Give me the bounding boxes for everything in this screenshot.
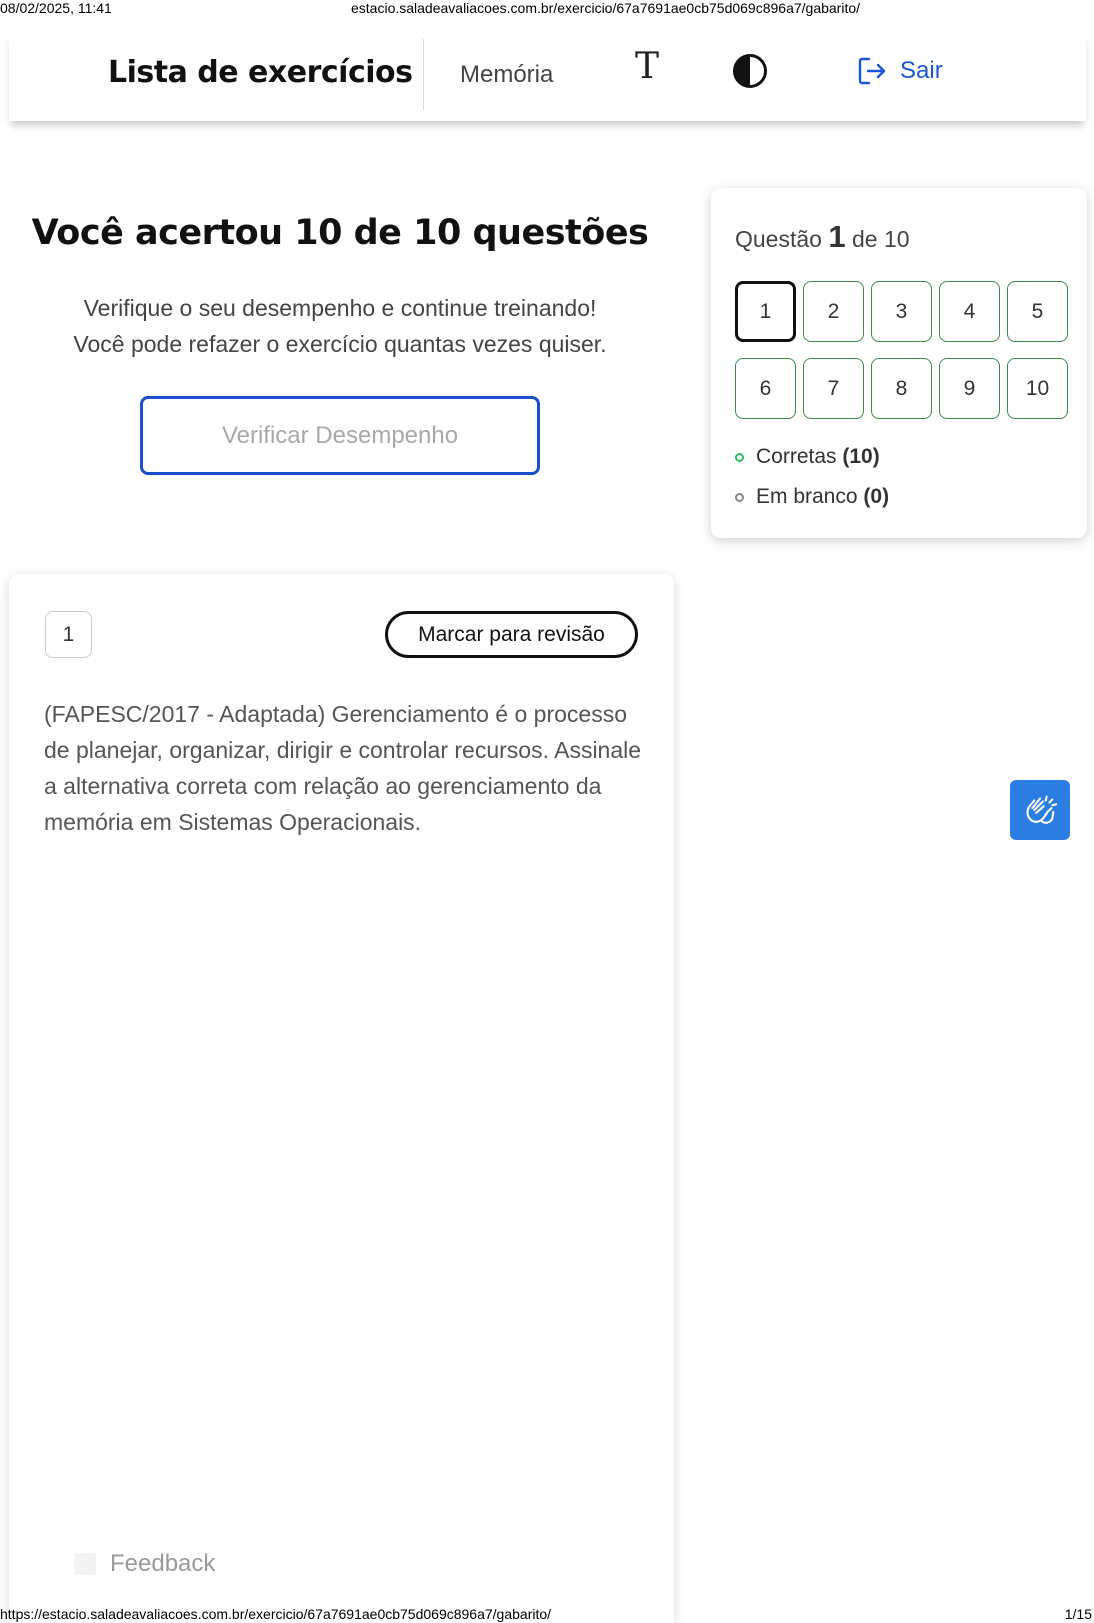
navbar-divider [423, 39, 424, 111]
sign-language-icon [1021, 791, 1059, 829]
legend-blank-label: Em branco [756, 485, 858, 508]
subject-label: Memória [460, 61, 554, 88]
feedback-icon [74, 1553, 96, 1575]
question-number: 1 [45, 611, 92, 658]
question-button-5[interactable]: 5 [1007, 281, 1068, 342]
question-navigator [711, 188, 1087, 538]
print-url: estacio.saladeavaliacoes.com.br/exercicio/67a7691ae0cb75d069c896a7/gabarito/ [351, 0, 861, 16]
logout-icon [856, 55, 888, 87]
print-page-number: 1/15 [1064, 1606, 1092, 1622]
logout-label: Sair [900, 57, 943, 84]
question-button-1[interactable]: 1 [735, 281, 796, 342]
question-button-7[interactable]: 7 [803, 358, 864, 419]
question-button-9[interactable]: 9 [939, 358, 1000, 419]
sign-language-button[interactable] [1010, 780, 1070, 840]
blank-dot-icon [735, 493, 744, 502]
question-button-10[interactable]: 10 [1007, 358, 1068, 419]
result-title: Você acertou 10 de 10 questões [31, 213, 649, 253]
question-button-3[interactable]: 3 [871, 281, 932, 342]
contrast-icon[interactable] [732, 53, 768, 89]
result-subtitle [0, 290, 680, 362]
legend-correct [735, 445, 880, 469]
feedback-label: Feedback [110, 1550, 216, 1577]
navigator-title [735, 219, 910, 255]
verify-performance-button[interactable]: Verificar Desempenho [140, 396, 540, 475]
result-line-2: Você pode refazer o exercício quantas vezes quiser. [73, 331, 607, 357]
correct-dot-icon [735, 453, 744, 462]
app-title: Lista de exercícios [108, 55, 413, 90]
top-navbar [9, 33, 1086, 121]
navigator-suffix: de 10 [851, 226, 910, 252]
navigator-current: 1 [828, 219, 846, 254]
font-size-icon[interactable]: T [635, 46, 660, 87]
mark-for-review-button[interactable]: Marcar para revisão [385, 611, 638, 658]
legend-correct-label: Corretas [756, 445, 837, 468]
print-footer [0, 1605, 1094, 1623]
print-header [0, 0, 1094, 18]
question-card [9, 574, 674, 1623]
question-button-8[interactable]: 8 [871, 358, 932, 419]
question-grid [735, 281, 1068, 419]
question-button-2[interactable]: 2 [803, 281, 864, 342]
feedback-button[interactable] [74, 1550, 215, 1578]
question-button-4[interactable]: 4 [939, 281, 1000, 342]
question-text: (FAPESC/2017 - Adaptada) Gerenciamento é o processo de planejar, organizar, dirigir e controlar recursos. Assinale a alternativa correta com relação ao gerenciamento da memória em Sistemas Operacionais. [44, 701, 642, 835]
legend-blank-count: (0) [863, 485, 890, 508]
legend-blank [735, 485, 889, 509]
legend-correct-count: (10) [842, 445, 880, 468]
print-datetime: 08/02/2025, 11:41 [0, 0, 112, 16]
print-footer-url: https://estacio.saladeavaliacoes.com.br/exercicio/67a7691ae0cb75d069c896a7/gabarito/ [0, 1606, 552, 1622]
question-button-6[interactable]: 6 [735, 358, 796, 419]
navigator-prefix: Questão [735, 226, 822, 252]
logout-button[interactable] [856, 53, 943, 89]
result-line-1: Verifique o seu desempenho e continue treinando! [83, 295, 597, 321]
